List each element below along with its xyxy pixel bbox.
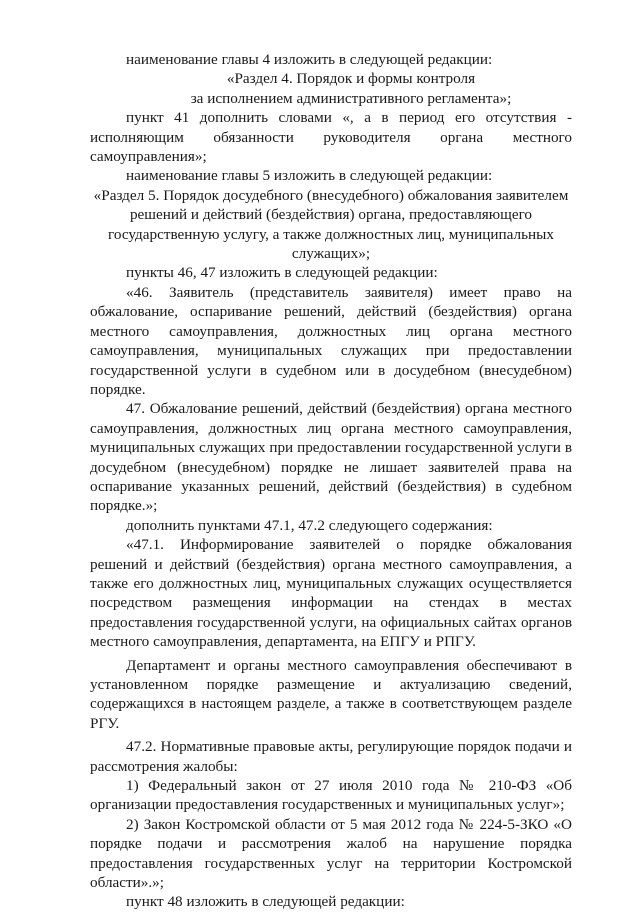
paragraph-regional-law: 2) Закон Костромской области от 5 мая 2012 года № 224-5-ЗКО «О порядке подачи и рассмотрения жалоб на нарушение порядка предоставления государственных услуг на территории Костромской области».»; — [90, 815, 572, 892]
paragraph-point47: 47. Обжалование решений, действий (бездействия) органа местного самоуправления, должностных лиц органа местного самоуправления, муниципальных служащих при предоставлении государственной услуги в досудебном (внесудебном) порядке не лишает заявителей права на оспаривание указанных решений, действий (бездействия) в судебном порядке.»; — [90, 400, 572, 515]
paragraph-point41: пункт 41 дополнить словами «, а в период его отсутствия - исполняющим обязанности руководителя органа местного самоуправления»; — [90, 109, 572, 166]
paragraph-point47-1: «47.1. Информирование заявителей о порядке обжалования решений и действий (бездействия) органа местного самоуправления, а также его должностных лиц, муниципальных служащих осуществляется посредством размещения информации на стендах в местах предоставления государственной услуги, на официальных сайтах органов местного самоуправления, департамента, на ЕПГУ и РПГУ. — [90, 536, 572, 651]
paragraph-add-points-instruction: дополнить пунктами 47.1, 47.2 следующего содержания: — [126, 516, 493, 534]
paragraph-chapter4-heading-instruction: наименование главы 4 изложить в следующей редакции: — [126, 51, 493, 68]
paragraph-point48-instruction: пункт 48 изложить в следующей редакции: — [126, 893, 405, 911]
paragraph-federal-law: 1) Федеральный закон от 27 июля 2010 года № 210-ФЗ «Об организации предоставления государственных и муниципальных услуг»; — [90, 777, 572, 814]
paragraph-points46-47-instruction: пункты 46, 47 изложить в следующей редакции: — [126, 264, 438, 282]
section5-title: «Раздел 5. Порядок досудебного (внесудебного) обжалования заявителем решений и действий (бездействия) органа, предоставляющего государственную услугу, а также должностных лиц, муниципальных служащих»; — [93, 186, 569, 263]
paragraph-point47-2: 47.2. Нормативные правовые акты, регулирующие порядок подачи и рассмотрения жалобы: — [90, 738, 572, 775]
section4-title-line1: «Раздел 4. Порядок и формы контроля — [226, 70, 476, 88]
section4-title-line2: за исполнением административного регламента»; — [190, 89, 512, 107]
paragraph-department-duties: Департамент и органы местного самоуправления обеспечивают в установленном порядке размещение и актуализацию сведений, содержащихся в настоящем разделе, а также в соответствующем разделе РГУ. — [90, 656, 572, 732]
paragraph-chapter5-heading-instruction: наименование главы 5 изложить в следующей редакции: — [126, 167, 493, 185]
paragraph-point46: «46. Заявитель (представитель заявителя) имеет право на обжалование, оспаривание решений, действий (бездействия) органа местного самоуправления, должностных лиц органа местного самоуправления, муниципальных служащих при предоставлении государственной услуги в судебном или в досудебном (внесудебном) порядке. — [90, 283, 572, 398]
